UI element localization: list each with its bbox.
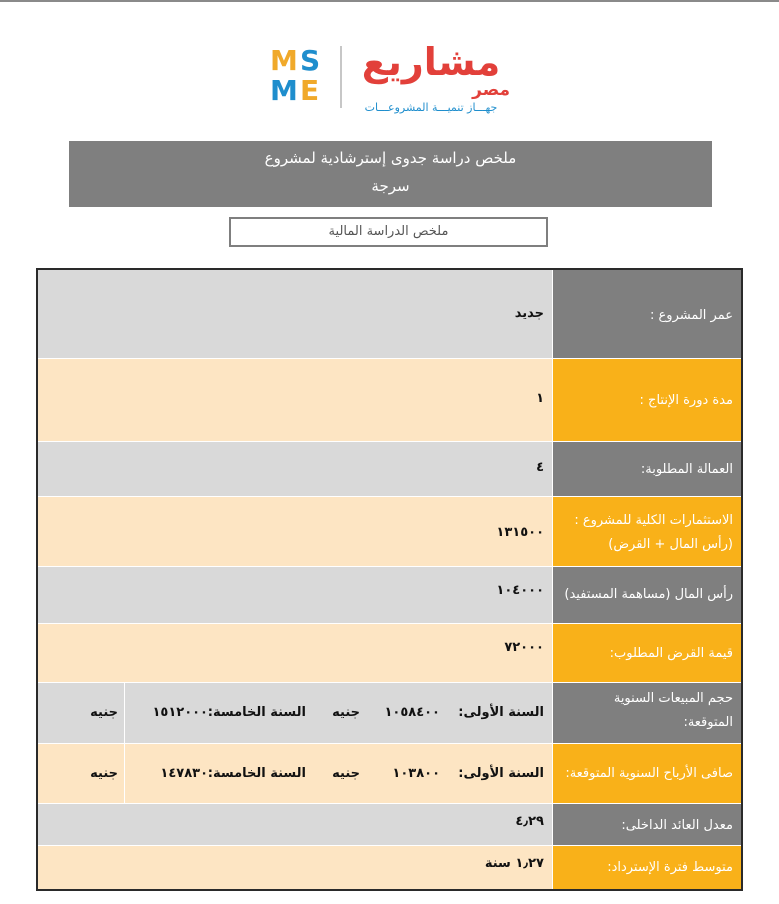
- year5-label: السنة الخامسة:: [207, 766, 306, 781]
- row-value: [38, 359, 553, 441]
- row-value: [38, 270, 553, 358]
- row-label-text-2: المتوقعة:: [683, 715, 733, 730]
- row-value-text: ٧٢٠٠٠: [504, 640, 544, 655]
- table-row-total-investment: [38, 497, 741, 567]
- logo-letter-m: M: [270, 44, 298, 77]
- row-value-text: ١٣١٥٠٠: [496, 525, 544, 540]
- title-banner: [69, 141, 712, 207]
- table-row-production-cycle: [38, 359, 741, 442]
- row-label-text: العمالة المطلوبة:: [640, 462, 733, 477]
- row-label-text: متوسط فترة الإسترداد:: [607, 860, 733, 875]
- row-label-text: معدل العائد الداخلى:: [621, 818, 733, 833]
- row-label-text: صافى الأرباح السنوية المتوقعة:: [565, 766, 733, 781]
- row-value: [38, 442, 553, 496]
- row-value-text: ٤٫٢٩: [515, 814, 544, 829]
- row-label-text: عمر المشروع :: [650, 308, 733, 323]
- row-value-text: ١: [536, 391, 544, 406]
- row-label-note: (رأس المال + القرض): [608, 537, 733, 552]
- table-row-annual-sales: [38, 683, 741, 744]
- row-value-text: ٤: [536, 460, 544, 475]
- year5-unit: جنيه: [90, 705, 118, 720]
- row-label: [553, 442, 741, 496]
- row-value-text: ١٠٤٠٠٠: [496, 583, 544, 598]
- table-row-project-age: [38, 270, 741, 359]
- table-row-irr: [38, 804, 741, 846]
- year5-value: ١٥١٢٠٠٠: [152, 705, 208, 720]
- profit-values-cell: [124, 744, 552, 803]
- logo-brand-arabic-sub: مصر: [472, 80, 510, 100]
- row-value: [38, 497, 553, 566]
- table-row-payback-period: [38, 846, 741, 889]
- row-value: [38, 567, 553, 623]
- summary-table: [36, 268, 743, 891]
- logo-letter-s: S: [300, 44, 321, 77]
- row-label: [553, 744, 741, 803]
- top-rule: [0, 0, 779, 2]
- row-label: [553, 567, 741, 623]
- year1-unit: جنيه: [332, 766, 360, 781]
- sales-values-cell: [124, 683, 552, 743]
- row-value-text: ١٫٢٧ سنة: [484, 856, 544, 871]
- row-label: [553, 497, 741, 566]
- logo-letter-e: E: [300, 74, 320, 107]
- row-value-text: جديد: [514, 306, 544, 321]
- row-label-text: مدة دورة الإنتاج :: [639, 393, 733, 408]
- year5-label: السنة الخامسة:: [207, 705, 306, 720]
- table-row-required-labor: [38, 442, 741, 497]
- logo-letter-m-2: M: [270, 74, 298, 107]
- row-value: [38, 624, 553, 682]
- row-label-text: قيمة القرض المطلوب:: [609, 646, 733, 661]
- msme-logo: [264, 40, 524, 120]
- row-label: [553, 804, 741, 845]
- section-title: ملخص الدراسة المالية: [229, 217, 548, 247]
- msme-letter-mark: [270, 46, 334, 110]
- table-row-capital: [38, 567, 741, 624]
- year1-label: السنة الأولى:: [458, 705, 544, 720]
- year5-value: ١٤٧٨٣٠: [160, 766, 208, 781]
- table-row-net-profit: [38, 744, 741, 804]
- row-label: [553, 270, 741, 358]
- row-label: [553, 624, 741, 682]
- logo-tagline: جهـــاز تنميـــة المشروعـــات: [364, 101, 498, 114]
- sales-unit-cell: [38, 683, 125, 743]
- profit-unit-cell: [38, 744, 125, 803]
- row-label: [553, 359, 741, 441]
- project-name: سرجة: [371, 177, 410, 195]
- row-label-text: حجم المبيعات السنوية: [613, 691, 733, 706]
- page-title: ملخص دراسة جدوى إسترشادية لمشروع: [264, 149, 517, 167]
- row-value: [38, 744, 553, 803]
- logo-divider: [340, 46, 342, 108]
- row-label: [553, 683, 741, 743]
- row-label-text: الاستثمارات الكلية للمشروع :: [574, 513, 733, 528]
- year1-value: ١٠٥٨٤٠٠: [384, 705, 440, 720]
- table-row-loan-amount: [38, 624, 741, 683]
- row-value: [38, 683, 553, 743]
- row-value: [38, 804, 553, 845]
- logo-brand-arabic: مشاريع: [361, 40, 501, 84]
- year5-unit: جنيه: [90, 766, 118, 781]
- year1-unit: جنيه: [332, 705, 360, 720]
- year1-label: السنة الأولى:: [458, 766, 544, 781]
- row-label: [553, 846, 741, 889]
- row-value: [38, 846, 553, 889]
- year1-value: ١٠٣٨٠٠: [392, 766, 440, 781]
- row-label-text: رأس المال (مساهمة المستفيد): [564, 587, 733, 602]
